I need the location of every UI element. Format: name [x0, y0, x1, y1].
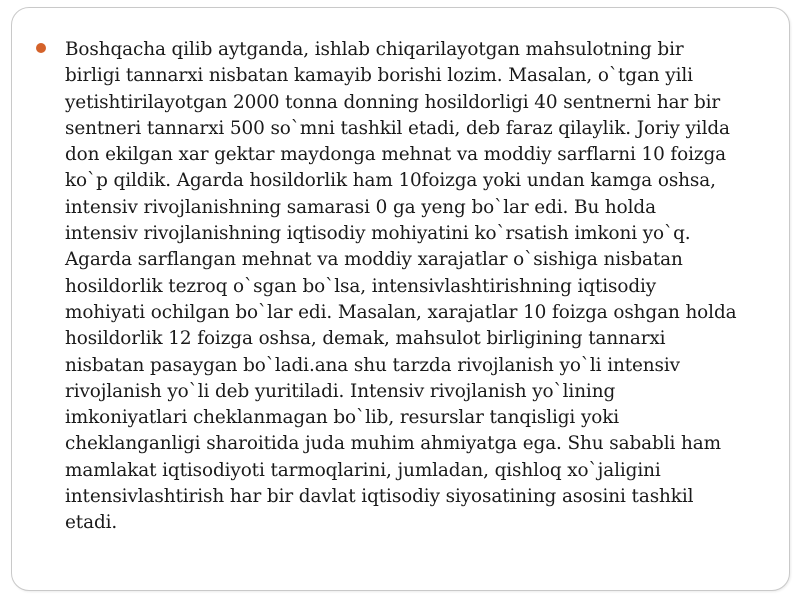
paragraph-line: intensiv rivojlanishning samarasi 0 ga yeng bo`lar edi. Bu holda: [65, 196, 656, 218]
paragraph-line: rivojlanish yo`li deb yuritiladi. Intensiv rivojlanish yo`lining: [65, 380, 616, 402]
paragraph-line: mamlakat iqtisodiyoti tarmoqlarini, jumladan, qishloq xo`jaligini: [65, 459, 661, 481]
paragraph-line: nisbatan pasaygan bo`ladi.ana shu tarzda rivojlanish yo`li intensiv: [65, 354, 680, 376]
paragraph-line: sentneri tannarxi 500 so`mni tashkil etadi, deb faraz qilaylik. Joriy yilda: [65, 117, 730, 139]
paragraph-line: hosildorlik tezroq o`sgan bo`lsa, intensivlashtirishning iqtisodiy: [65, 275, 657, 297]
paragraph-text: [65, 37, 775, 537]
paragraph-line: intensiv rivojlanishning iqtisodiy mohiyatini ko`rsatish imkoni yo`q.: [65, 223, 691, 245]
paragraph-line: cheklanganligi sharoitida juda muhim ahmiyatga ega. Shu sababli ham: [65, 433, 721, 455]
paragraph-line: intensivlashtirish har bir davlat iqtisodiy siyosatining asosini tashkil: [65, 486, 694, 508]
paragraph-line: Agarda sarflangan mehnat va moddiy xarajatlar o`sishiga nisbatan: [65, 249, 683, 271]
paragraph-line: imkoniyatlari cheklanmagan bo`lib, resurslar tanqisligi yoki: [65, 407, 620, 429]
slide-frame: [11, 7, 790, 591]
paragraph-line: hosildorlik 12 foizga oshsa, demak, mahsulot birligining tannarxi: [65, 328, 666, 350]
paragraph-line: Boshqacha qilib aytganda, ishlab chiqarilayotgan mahsulotning bir: [65, 39, 684, 60]
paragraph-line: ko`p qildik. Agarda hosildorlik ham 10foizga yoki undan kamga oshsa,: [65, 170, 716, 192]
paragraph-line: etadi.: [65, 512, 118, 534]
paragraph-line: don ekilgan xar gektar maydonga mehnat va moddiy sarflarni 10 foizga: [65, 144, 727, 166]
paragraph-line: mohiyati ochilgan bo`lar edi. Masalan, xarajatlar 10 foizga oshgan holda: [65, 301, 737, 323]
bullet-dot-icon: [36, 43, 46, 53]
paragraph-line: birligi tannarxi nisbatan kamayib borishi lozim. Masalan, o`tgan yili: [65, 65, 693, 87]
paragraph-line: yetishtirilayotgan 2000 tonna donning hosildorligi 40 sentnerni har bir: [65, 91, 721, 113]
